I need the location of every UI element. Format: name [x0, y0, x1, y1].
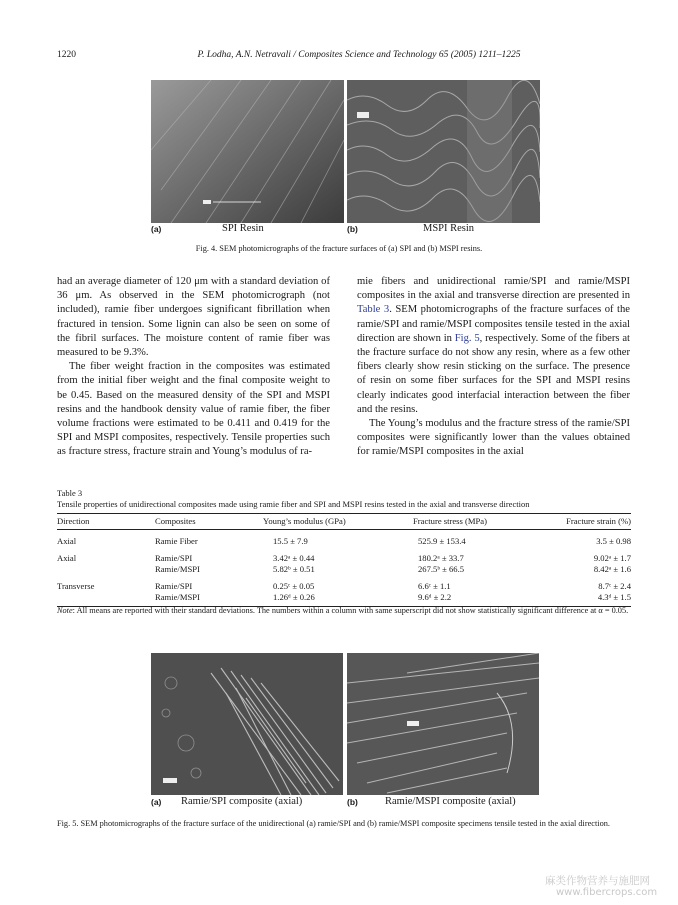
- table3-note: [57, 605, 631, 616]
- cell-strain: 8.7ᶜ ± 2.4: [598, 581, 631, 591]
- table-row: [57, 564, 631, 575]
- fig5a-label: Ramie/SPI composite (axial): [181, 796, 303, 807]
- fig4a-letter: (a): [151, 224, 162, 234]
- fig4b-sem-image: [347, 80, 540, 223]
- page-number: 1220: [57, 50, 76, 60]
- cell-strain: 4.3ᵈ ± 1.5: [553, 592, 631, 607]
- header-composites: Composites: [155, 514, 263, 530]
- fig5-link[interactable]: Fig. 5: [454, 332, 480, 344]
- header-direction: Direction: [57, 514, 155, 530]
- cell-composite: Ramie/SPI: [155, 553, 193, 563]
- left-column: [57, 275, 330, 460]
- fig4-caption: Fig. 4. SEM photomicrographs of the fracture surfaces of (a) SPI and (b) MSPI resins.: [195, 244, 483, 253]
- table-row: [57, 547, 631, 564]
- note-text: : All means are reported with their standard deviations. The numbers within a column with same superscript did not show statistically significant difference at α = 0.05.: [72, 606, 629, 615]
- right-column: [357, 275, 630, 460]
- fig4b-label: MSPI Resin: [423, 223, 475, 234]
- right-paragraph-1: mie fibers and unidirectional ramie/SPI and ramie/MSPI composites in the axial and transverse direction are presented in Table 3. SEM photomicrographs of the fracture surfaces of the ramie/SPI and ramie/MSPI composites tensile tested in the axial direction are shown in Fig. 5, respectively. Some of the fibers at the fracture surface do not show any resin, where as a few other fibers clearly show resin sticking on the surface. The presence of resin on some fiber surfaces for the SPI and MSPI resins clearly indicates good interfacial interaction between the fiber and the resins.: [357, 276, 630, 415]
- cell-strain: 9.02ᵃ ± 1.7: [593, 553, 631, 563]
- table3: [57, 513, 631, 607]
- cell-direction: Axial: [57, 553, 77, 563]
- fig4a-label: SPI Resin: [222, 223, 264, 234]
- table3-link[interactable]: Table 3: [357, 304, 390, 316]
- table-row: [57, 530, 631, 548]
- table-header-row: [57, 514, 631, 530]
- fig4b-letter: (b): [347, 224, 358, 234]
- table3-label: Table 3: [57, 488, 83, 498]
- fig4a-sem-image: [151, 80, 344, 223]
- cell-composite: Ramie/MSPI: [155, 592, 263, 607]
- fig5a-letter: (a): [151, 797, 162, 807]
- table3-title: Tensile properties of unidirectional composites made using ramie fiber and SPI and MSPI resins tested in the axial and transverse direction: [57, 499, 530, 509]
- cell-stress: 9.6ᵈ ± 2.2: [413, 592, 553, 607]
- cell-composite: Ramie/SPI: [155, 581, 193, 591]
- header-stress: Fracture stress (MPa): [413, 514, 553, 530]
- note-label: Note: [57, 606, 73, 615]
- cell-stress: 180.2ᵃ ± 33.7: [418, 553, 464, 563]
- cell-modulus: 0.25ᶜ ± 0.05: [273, 581, 315, 591]
- cell-direction: Axial: [57, 536, 77, 546]
- table3-heading: [57, 488, 529, 510]
- right-paragraph-2: The Young’s modulus and the fracture stress of the ramie/SPI composites were significantly lower than the values obtained for ramie/MSPI composites in the axial: [357, 418, 630, 458]
- cell-composite: Ramie/MSPI: [155, 564, 200, 574]
- cell-modulus: 1.26ᵈ ± 0.26: [263, 592, 413, 607]
- cell-direction: [57, 564, 155, 575]
- cell-modulus: 3.42ᵃ ± 0.44: [273, 553, 315, 563]
- cell-composite: Ramie Fiber: [155, 536, 198, 546]
- left-paragraph-1: had an average diameter of 120 μm with a standard deviation of 36 μm. As observed in the SEM photomicrograph (not included), ramie fiber undergoes significant fibrillation when fractured in tension. Some lignin can also be seen on some of the fibril surfaces. The moisture content of ramie fiber was measured to be 9.3%.: [57, 276, 330, 359]
- cell-stress: 267.5ᵇ ± 66.5: [418, 564, 465, 574]
- left-paragraph-2: The fiber weight fraction in the composites was estimated from the initial fiber weight and the final composite weight to be 0.45. Based on the measured density of the SPI and MSPI resins and the handbook density value of ramie fiber, the fiber volume fractions were estimated to be 0.411 and 0.419 for the SPI and MSPI composites, respectively. Tensile properties such as fracture stress, fracture strain and Young’s modulus of ra-: [57, 361, 330, 458]
- fig5a-sem-image: [151, 653, 343, 795]
- cell-strain: 8.42ᵃ ± 1.6: [593, 564, 631, 574]
- table-row: [57, 575, 631, 592]
- running-title: P. Lodha, A.N. Netravali / Composites Science and Technology 65 (2005) 1211–1225: [197, 50, 521, 60]
- fig5-caption: Fig. 5. SEM photomicrographs of the fracture surface of the unidirectional (a) ramie/SPI and (b) ramie/MSPI composite specimens tensile tested in the axial direction.: [57, 819, 610, 828]
- cell-modulus: 5.82ᵇ ± 0.51: [273, 564, 315, 574]
- fig5b-letter: (b): [347, 797, 358, 807]
- cell-modulus: 15.5 ± 7.9: [273, 536, 308, 546]
- cell-stress: 525.9 ± 153.4: [418, 536, 466, 546]
- watermark-title: 麻类作物营养与施肥网: [545, 875, 650, 887]
- header-modulus: Young’s modulus (GPa): [263, 514, 413, 530]
- cell-strain: 3.5 ± 0.98: [596, 536, 631, 546]
- header-strain: Fracture strain (%): [553, 514, 631, 530]
- cell-direction: Transverse: [57, 581, 95, 591]
- watermark-url: www.fibercrops.com: [556, 887, 658, 898]
- fig5b-label: Ramie/MSPI composite (axial): [385, 796, 516, 807]
- fig5b-sem-image: [347, 653, 539, 795]
- cell-stress: 6.6ᶜ ± 1.1: [418, 581, 451, 591]
